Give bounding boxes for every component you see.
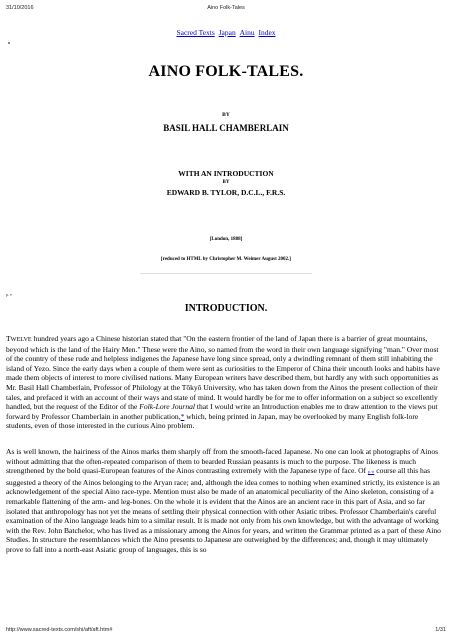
paragraph-text: course all this has suggested a theory of the Ainos belonging to the Aryan race; and, although the idea comes to nothing when examined strictly, its existence is an acknowledgement of the special Aino race-type. Mention must also be made of an anatomical peculiarity of the Aino skeleton, consisting of a remarkable flattening of the arm- and leg-bones. On the whole it is evident that the Ainos are an ancient race in this part of Asia, and so far isolated that anthropology has not yet the means of settling their physical connection with other Asiatic tribes. Professor Chamberlain's careful examination of the Aino language leads him to a similar result. It is made not only from his own knowledge, but with the advantage of working with the Rev. John Batchelor, who has lived as a missionary among the Ainos for years, and written the Grammar printed as a part of these Aino Studies. In structure the resemblances which the Aino presents to Japanese are outweighed by the differences; and, though it may ultimately prove to fall into a north-east Asiatic group of languages, this is so: [6, 466, 441, 554]
print-header: [0, 5, 452, 15]
smallcaps-word: WELVE: [10, 336, 32, 343]
by-label: BY: [222, 112, 230, 118]
introduction-author: EDWARD B. TYLOR, D.C.L., F.R.S.: [166, 188, 286, 197]
introduction-credit: WITH AN INTRODUCTION: [178, 169, 274, 178]
by-label-2: BY: [222, 180, 230, 185]
page-marker-link[interactable]: v: [10, 292, 12, 297]
page-marker-prefix: p.: [6, 292, 9, 297]
paragraph-text: that I would write an Introduction enables me to draw attention to the views put forward by Professor Chamberlain in another publication,: [6, 402, 438, 421]
paragraph-text: which, being printed in Japan, may be overlooked by many English folk-lore students, even of those interested in the curious Aino problem.: [6, 411, 419, 431]
print-footer: [0, 627, 452, 637]
page-marker: [6, 292, 12, 297]
page-reference-link[interactable]: p. vi: [367, 470, 375, 475]
decorative-dot: [8, 42, 10, 44]
nav-link-sacred-texts[interactable]: Sacred Texts: [176, 28, 215, 37]
paragraph-text: hundred years ago a Chinese historian stated that "On the eastern frontier of the land of Japan there is a barrier of great mountains, beyond which is the land of the Hairy Men." These were the Aino, so named from the word in their own language signifying "man." Over most of the country of these rude and helpless indigenes the Japanese have long since spread, only a dwindling remnant of them still inhabiting the island of Yezo. Since the early days when a couple of them were sent as curiosities to the Emperor of China their uncouth looks and habits have made them objects of interest to more civilised nations. Many European writers have described them, but hardly any with such opportunities as Mr. Basil Hall Chamberlain, Professor of Philology at the Tōkyō University, who has taken down from the Ainos the present collection of their tales, and prefaced it with an account of their ways and state of mind. It would hardly be for me to offer information on a subject so excellently handled, but the request of the Editor of the: [6, 334, 440, 412]
paragraph-text: As is well known, the hairiness of the Ainos marks them sharply off from the smooth-faced Japanese. No one can look at photographs of Ainos without admitting that the often-repeated comparison of them to bearded Russian peasants is much to the purpose. The likeness is much strengthened by the bold quasi-European features of the Ainos contrasting extremely with the Japanese type of face. Of: [6, 447, 439, 476]
author-name: BASIL HALL CHAMBERLAIN: [163, 123, 289, 133]
book-title: AINO FOLK-TALES.: [148, 63, 304, 80]
section-heading: INTRODUCTION.: [184, 303, 268, 314]
transcription-note: [reduced to HTML by Christopher M. Weimer August 2002.]: [161, 257, 291, 262]
intro-paragraph-1: [6, 334, 446, 431]
print-page-title: Aino Folk-Tales: [207, 5, 245, 11]
nav-link-ainu[interactable]: Ainu: [239, 28, 255, 37]
footnote-link[interactable]: *: [180, 411, 185, 421]
drop-letter: T: [6, 334, 11, 343]
print-page-count: 1/31: [435, 627, 446, 633]
horizontal-rule: [140, 273, 312, 274]
nav-link-japan[interactable]: Japan: [218, 28, 236, 37]
imprint-line: [London, 1888]: [209, 237, 243, 242]
breadcrumb-nav: [0, 28, 452, 37]
journal-title: Folk-Lore Journal: [139, 402, 195, 412]
print-date: 31/10/2016: [6, 5, 34, 11]
intro-paragraph-2: [6, 447, 446, 555]
nav-link-index[interactable]: Index: [258, 28, 276, 37]
print-url: http://www.sacred-texts.com/shi/aft/aft.htm#: [6, 627, 113, 633]
